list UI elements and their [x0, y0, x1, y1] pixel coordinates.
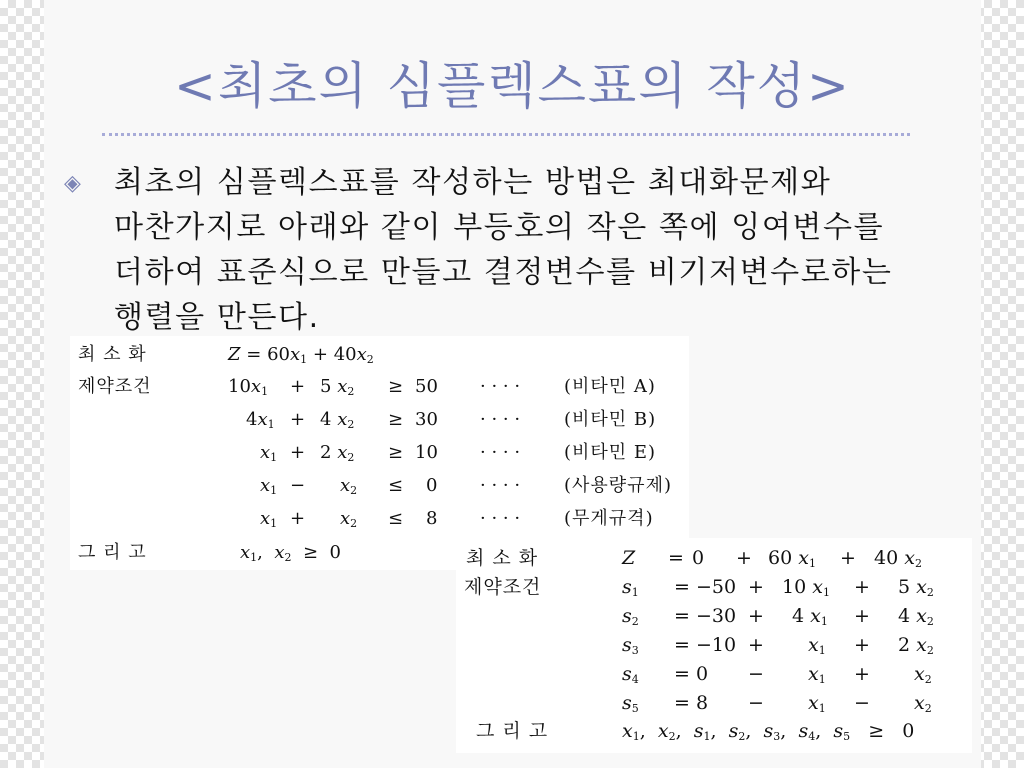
- constraint-relation: ≥: [388, 442, 404, 463]
- operator: −: [748, 663, 764, 685]
- operator: −: [748, 692, 764, 714]
- objective-label: 최 소 화: [78, 344, 147, 365]
- operator: +: [854, 576, 870, 598]
- constant-term: 8: [696, 692, 709, 714]
- constraint-term-x2: $x_2$: [340, 508, 358, 530]
- constraint-rhs: 50: [415, 376, 438, 397]
- constant-term: −10: [696, 634, 737, 656]
- equals-sign: =: [674, 634, 690, 656]
- leader-dots: · · · ·: [480, 508, 521, 529]
- constraint-relation: ≤: [388, 508, 404, 529]
- constraint-term-x1: $4x_1$: [246, 409, 275, 431]
- operator: +: [840, 547, 856, 569]
- operator: +: [736, 547, 752, 569]
- constraint-relation: ≥: [388, 409, 404, 430]
- term-x2: 5 $x_2$: [898, 576, 934, 599]
- leader-dots: · · · ·: [480, 442, 521, 463]
- slack-variable: $s_1$: [622, 576, 639, 599]
- constant-term: 0: [692, 547, 705, 569]
- constraints-label: 제약조건: [464, 576, 542, 598]
- operator: +: [854, 605, 870, 627]
- constraint-relation: ≥: [388, 376, 404, 397]
- constraint-label: (무게규격): [564, 508, 654, 529]
- constraint-sign: +: [290, 409, 306, 430]
- slack-variable: $s_5$: [622, 692, 639, 715]
- leader-dots: · · · ·: [480, 376, 521, 397]
- constraint-term-x1: $10x_1$: [228, 376, 269, 398]
- objective-function: $Z = 60x_1 + 40x_2$: [228, 344, 374, 366]
- constant-term: 0: [696, 663, 709, 685]
- constraint-sign: +: [290, 508, 306, 529]
- term-x1: 60 $x_1$: [768, 547, 816, 570]
- constraint-term-x1: $x_1$: [260, 508, 278, 530]
- constraint-sign: +: [290, 376, 306, 397]
- slide-title: <최초의 심플렉스표의 작성>: [174, 57, 851, 115]
- term-x2: $x_2$: [914, 663, 932, 686]
- equals-sign: =: [668, 547, 684, 569]
- term-x1: 4 $x_1$: [792, 605, 828, 628]
- operator: +: [748, 634, 764, 656]
- nonnegativity-constraint: $x_1$, $x_2$, $s_1$, $s_2$, $s_3$, $s_4$, $s_5$ ≥ 0: [622, 720, 915, 743]
- constraint-label: (비타민 A): [564, 376, 656, 397]
- standard-form-panel: [456, 538, 972, 753]
- equals-sign: =: [674, 692, 690, 714]
- constraint-rhs: 30: [415, 409, 438, 430]
- nonnegativity-constraint: $x_1$, $x_2 \ge 0$: [240, 542, 341, 564]
- title-divider: [102, 133, 910, 136]
- constraint-term-x2: 4 $x_2$: [320, 409, 355, 431]
- operator: +: [748, 605, 764, 627]
- equals-sign: =: [674, 663, 690, 685]
- term-x1: $x_1$: [808, 663, 826, 686]
- diamond-bullet-icon: ◈: [64, 171, 81, 196]
- operator: +: [854, 634, 870, 656]
- leader-dots: · · · ·: [480, 409, 521, 430]
- constraint-term-x2: 5 $x_2$: [320, 376, 355, 398]
- equals-sign: =: [674, 576, 690, 598]
- slack-variable: $s_3$: [622, 634, 639, 657]
- slack-variable: $s_2$: [622, 605, 639, 628]
- constraint-term-x1: $x_1$: [260, 475, 278, 497]
- constraint-sign: −: [290, 475, 306, 496]
- equals-sign: =: [674, 605, 690, 627]
- term-x1: $x_1$: [808, 692, 826, 715]
- operator: +: [854, 663, 870, 685]
- constraint-label: (사용량규제): [564, 475, 672, 496]
- slack-variable: $s_4$: [622, 663, 639, 686]
- constraint-label: (비타민 B): [564, 409, 657, 430]
- objective-lhs: Z: [622, 547, 636, 569]
- term-x1: 10 $x_1$: [782, 576, 830, 599]
- constraints-label: 제약조건: [78, 376, 152, 397]
- and-label: 그 리 고: [78, 542, 147, 563]
- constraint-label: (비타민 E): [564, 442, 657, 463]
- constant-term: −50: [696, 576, 737, 598]
- leader-dots: · · · ·: [480, 475, 521, 496]
- formulation-panel: [70, 336, 689, 570]
- operator: −: [854, 692, 870, 714]
- constraint-rhs: 10: [415, 442, 438, 463]
- term-x1: $x_1$: [808, 634, 826, 657]
- constraint-term-x2: 2 $x_2$: [320, 442, 355, 464]
- constraint-rhs: 8: [426, 508, 438, 529]
- constraint-term-x1: $x_1$: [260, 442, 278, 464]
- term-x2: $x_2$: [914, 692, 932, 715]
- constraint-sign: +: [290, 442, 306, 463]
- constraint-relation: ≤: [388, 475, 404, 496]
- bullet-text: 최초의 심플렉스표를 작성하는 방법은 최대화문제와 마찬가지로 아래와 같이 부등호의 작은 쪽에 잉여변수를 더하여 표준식으로 만들고 결정변수를 비기저변수로하는 행렬을 만든다.: [114, 165, 893, 335]
- constant-term: −30: [696, 605, 737, 627]
- objective-label: 최 소 화: [466, 547, 539, 569]
- constraint-rhs: 0: [426, 475, 438, 496]
- and-label: 그 리 고: [476, 720, 549, 742]
- term-x2: 2 $x_2$: [898, 634, 934, 657]
- operator: +: [748, 576, 764, 598]
- constraint-term-x2: $x_2$: [340, 475, 358, 497]
- term-x2: 4 $x_2$: [898, 605, 934, 628]
- term-x2: 40 $x_2$: [874, 547, 922, 570]
